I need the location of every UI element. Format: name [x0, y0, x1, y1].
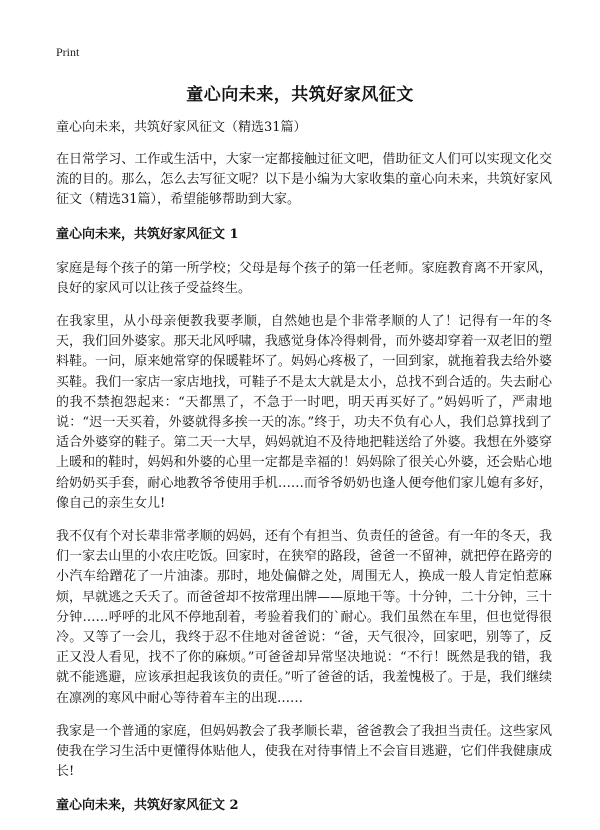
section1-paragraph-4: 我家是一个普通的家庭，但妈妈教会了我孝顺长辈，爸爸教会了我担当责任。这些家风使我在学习生活中更懂得体贴他人，使我在对待事情上不会盲目逃避，它们伴我健康成长!: [56, 723, 552, 780]
section-heading-1: 童心向未来，共筑好家风征文 1: [56, 226, 239, 242]
document-subtitle: 童心向未来，共筑好家风征文（精选31篇）: [56, 120, 307, 135]
section-heading-2: 童心向未来，共筑好家风征文 2: [56, 798, 239, 814]
section1-paragraph-3: 我不仅有个对长辈非常孝顺的妈妈，还有个有担当、负责任的爸爸。有一年的冬天，我们一家去山里的小农庄吃饭。回家时，在狭窄的路段，爸爸一不留神，就把停在路旁的小汽车给蹭花了一片油漆。那时，地处偏僻之处，周围无人，换成一般人肯定怕惹麻烦，早就逃之夭夭了。而爸爸却不按常理出牌——原地干等。十分钟，二十分钟，三十分钟……呼呼的北风不停地刮着，考验着我们的`耐心。我们虽然在车里，但也觉得很冷。又等了一会儿，我终于忍不住地对爸爸说：“爸，天气很冷，回家吧，别等了，反正又没人看见，找不了你的麻烦。”可爸爸却异常坚决地说：“不行！既然是我的错，我就不能逃避，应该承担起我该负的责任。”听了爸爸的话，我羞愧极了。于是，我们继续在凛冽的寒风中耐心等待着车主的出现……: [56, 529, 552, 706]
intro-paragraph: 在日常学习、工作或生活中，大家一定都接触过征文吧，借助征文人们可以实现文化交流的目的。那么，怎么去写征文呢？以下是小编为大家收集的童心向未来，共筑好家风征文（精选31篇），希望能够帮助到大家。: [56, 152, 552, 208]
article-body: [56, 118, 552, 830]
section1-paragraph-1: 家庭是每个孩子的第一所学校；父母是每个孩子的第一任老师。家庭教育离不开家风，良好的家风可以让孩子受益终生。: [56, 260, 552, 296]
section1-paragraph-2: 在我家里，从小母亲便教我要孝顺，自然她也是个非常孝顺的人了！记得有一年的冬天，我们回外婆家。那天北风呼啸，我感觉身体冷得刺骨，而外婆却穿着一双老旧的塑料鞋。一问，原来她常穿的保暖鞋坏了。妈妈心疼极了，一回到家，就拖着我去给外婆买鞋。我们一家店一家店地找，可鞋子不是太大就是太小，总找不到合适的。失去耐心的我不禁抱怨起来：“天都黑了，不急于一时吧，明天再买好了。”妈妈听了，严肃地说：“迟一天买着，外婆就得多挨一天的冻。”终于，功夫不负有心人，我们总算找到了适合外婆穿的鞋子。第二天一大早，妈妈就迫不及待地把鞋送给了外婆。我想在外婆穿上暖和的鞋时，妈妈和外婆的心里一定都是幸福的！妈妈除了很关心外婆，还会贴心地给奶奶买手套，耐心地教爷爷使用手机……而爷爷奶奶也逢人便夸他们家儿媳有多好，像自己的亲生女儿!: [56, 314, 552, 511]
print-link[interactable]: Print: [56, 45, 80, 59]
page-title: 童心向未来，共筑好家风征文: [186, 85, 414, 105]
